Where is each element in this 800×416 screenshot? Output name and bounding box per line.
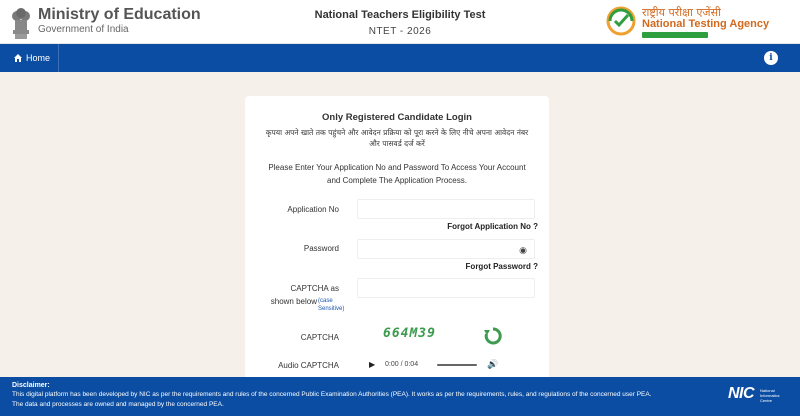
case-sensitive-note: (case Sensitive) xyxy=(318,298,345,312)
site-header xyxy=(0,0,800,44)
nic-logo: NIC xyxy=(728,385,755,402)
audio-play-icon[interactable]: ▶ xyxy=(369,360,376,369)
forgot-password-link[interactable]: Forgot Password ? xyxy=(465,262,538,271)
home-icon xyxy=(14,54,22,62)
nta-logo-icon xyxy=(606,6,636,36)
refresh-captcha-icon[interactable] xyxy=(483,326,503,346)
captcha-input-label-line1: CAPTCHA as xyxy=(290,284,339,293)
login-hindi-instruction: कृपया अपने खाते तक पहुंचने और आवेदन प्रक्रिया को पूरा करने के लिए नीचे अपना आवेदन नंबर और पासवर्ड दर्ज करें xyxy=(265,128,529,148)
audio-time: 0:00 / 0:04 xyxy=(385,361,419,368)
ministry-subtitle: Government of India xyxy=(38,24,129,35)
captcha-display-label: CAPTCHA xyxy=(300,333,339,342)
password-input[interactable] xyxy=(357,239,535,259)
audio-progress-slider[interactable] xyxy=(437,364,477,366)
login-english-instruction: Please Enter Your Application No and Password To Access Your Account and Complete The Application Process. xyxy=(268,163,526,185)
audio-captcha-label: Audio CAPTCHA xyxy=(278,361,339,370)
password-label: Password xyxy=(303,244,339,253)
nav-home-label: Home xyxy=(26,53,51,63)
exam-title: National Teachers Eligibility Test xyxy=(314,9,486,21)
disclaimer-line-1: This digital platform has been developed by NIC as per the requirements and rules of the concerned Public Examination Authorities (PEA). It works as per the requirements, rules, and regulations of the concerned user PEA. xyxy=(12,391,652,398)
captcha-input[interactable] xyxy=(357,278,535,298)
main-navbar xyxy=(0,44,800,72)
site-footer xyxy=(0,377,800,416)
ministry-title: Ministry of Education xyxy=(38,6,201,23)
nav-home-link[interactable] xyxy=(0,44,59,72)
application-no-label: Application No xyxy=(287,205,339,214)
login-card xyxy=(245,96,549,380)
captcha-input-label-line2: shown below xyxy=(270,297,317,306)
captcha-image: 664M39 xyxy=(383,326,436,341)
disclaimer-title: Disclaimer: xyxy=(12,382,50,389)
forgot-application-link[interactable]: Forgot Application No ? xyxy=(447,222,538,231)
login-title: Only Registered Candidate Login xyxy=(322,112,472,123)
nta-badge xyxy=(642,32,708,38)
nta-hindi-name: राष्ट्रीय परीक्षा एजेंसी xyxy=(642,6,721,19)
info-icon[interactable]: i xyxy=(764,51,778,65)
nic-logo-subtitle: National Informatics Centre xyxy=(760,388,780,403)
application-no-input[interactable] xyxy=(357,199,535,219)
exam-subtitle: NTET - 2026 xyxy=(368,26,432,37)
show-password-eye-icon[interactable]: ◉ xyxy=(519,244,527,255)
nta-name: National Testing Agency xyxy=(642,18,770,30)
audio-volume-icon[interactable]: 🔊 xyxy=(487,359,499,369)
disclaimer-line-2: The data and processes are owned and managed by the concerned PEA. xyxy=(12,401,224,408)
